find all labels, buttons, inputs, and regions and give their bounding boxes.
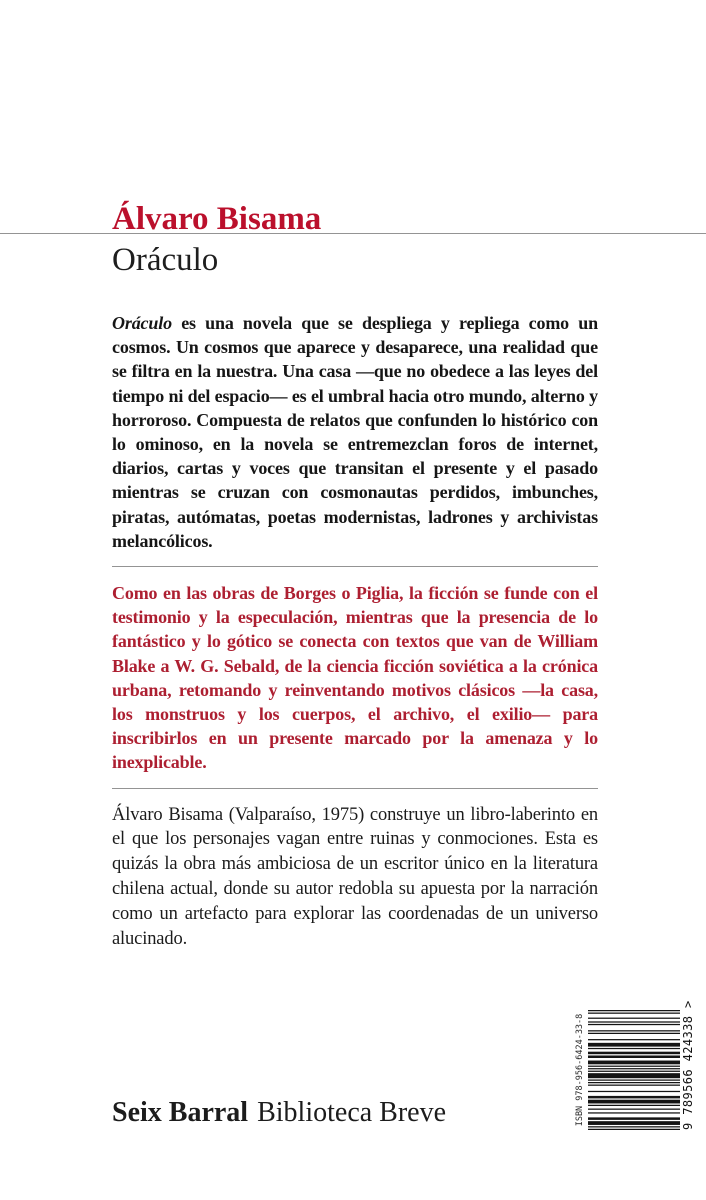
synopsis-lead-title: Oráculo [112, 313, 172, 333]
barcode-rotated-block [575, 1000, 695, 1130]
collection-name: Biblioteca Breve [257, 1097, 447, 1128]
book-title: Oráculo [112, 242, 219, 278]
divider-top [112, 566, 598, 567]
isbn-label: ISBN 978-956-6424-33-8 [575, 1013, 585, 1127]
publisher-name: Seix Barral [112, 1097, 249, 1128]
barcode-bars [588, 1010, 680, 1130]
divider-bottom [112, 788, 598, 789]
bio-paragraph: Álvaro Bisama (Valparaíso, 1975) construye un libro-laberinto en el que los personajes vagan entre ruinas y conmociones. Esta es quizás la obra más ambiciosa de un escritor único en la literatura chilena actual, donde su autor redobla su apuesta por la narración como un artefacto para explorar las coordenadas de un universo alucinado. [112, 804, 598, 949]
publisher-imprint [112, 1098, 446, 1128]
header-rule [0, 233, 706, 234]
synopsis-text: es una novela que se despliega y repliega como un cosmos. Un cosmos que aparece y desaparece, una realidad que se filtra en la nuestra. Una casa —que no obedece a las leyes del tiempo ni del espacio— es el umbral hacia otro mundo, alterno y horroroso. Compuesta de relatos que confunden lo histórico con lo ominoso, en la novela se entremezclan foros de internet, diarios, cartas y voces que transitan el presente y el pasado mientras se cruzan con cosmonautas perdidos, imbunches, piratas, autómatas, poetas modernistas, ladrones y archivistas melancólicos. [112, 313, 598, 551]
synopsis-paragraph [112, 311, 598, 553]
ean-number: 9 789566 424338 > [681, 1000, 695, 1130]
text-column [112, 311, 598, 951]
author-name: Álvaro Bisama [112, 201, 322, 237]
blurb-paragraph: Como en las obras de Borges o Piglia, la ficción se funde con el testimonio y la especulación, mientras que la presencia de lo fantástico y lo gótico se conecta con textos que van de William Blake a W. G. Sebald, de la ciencia ficción soviética a la crónica urbana, retomando y reinventando motivos clásicos —la casa, los monstruos y los cuerpos, el archivo, el exilio— para inscribirlos en un presente marcado por la amenaza y lo inexplicable. [112, 583, 598, 773]
barcode [575, 1000, 695, 1130]
